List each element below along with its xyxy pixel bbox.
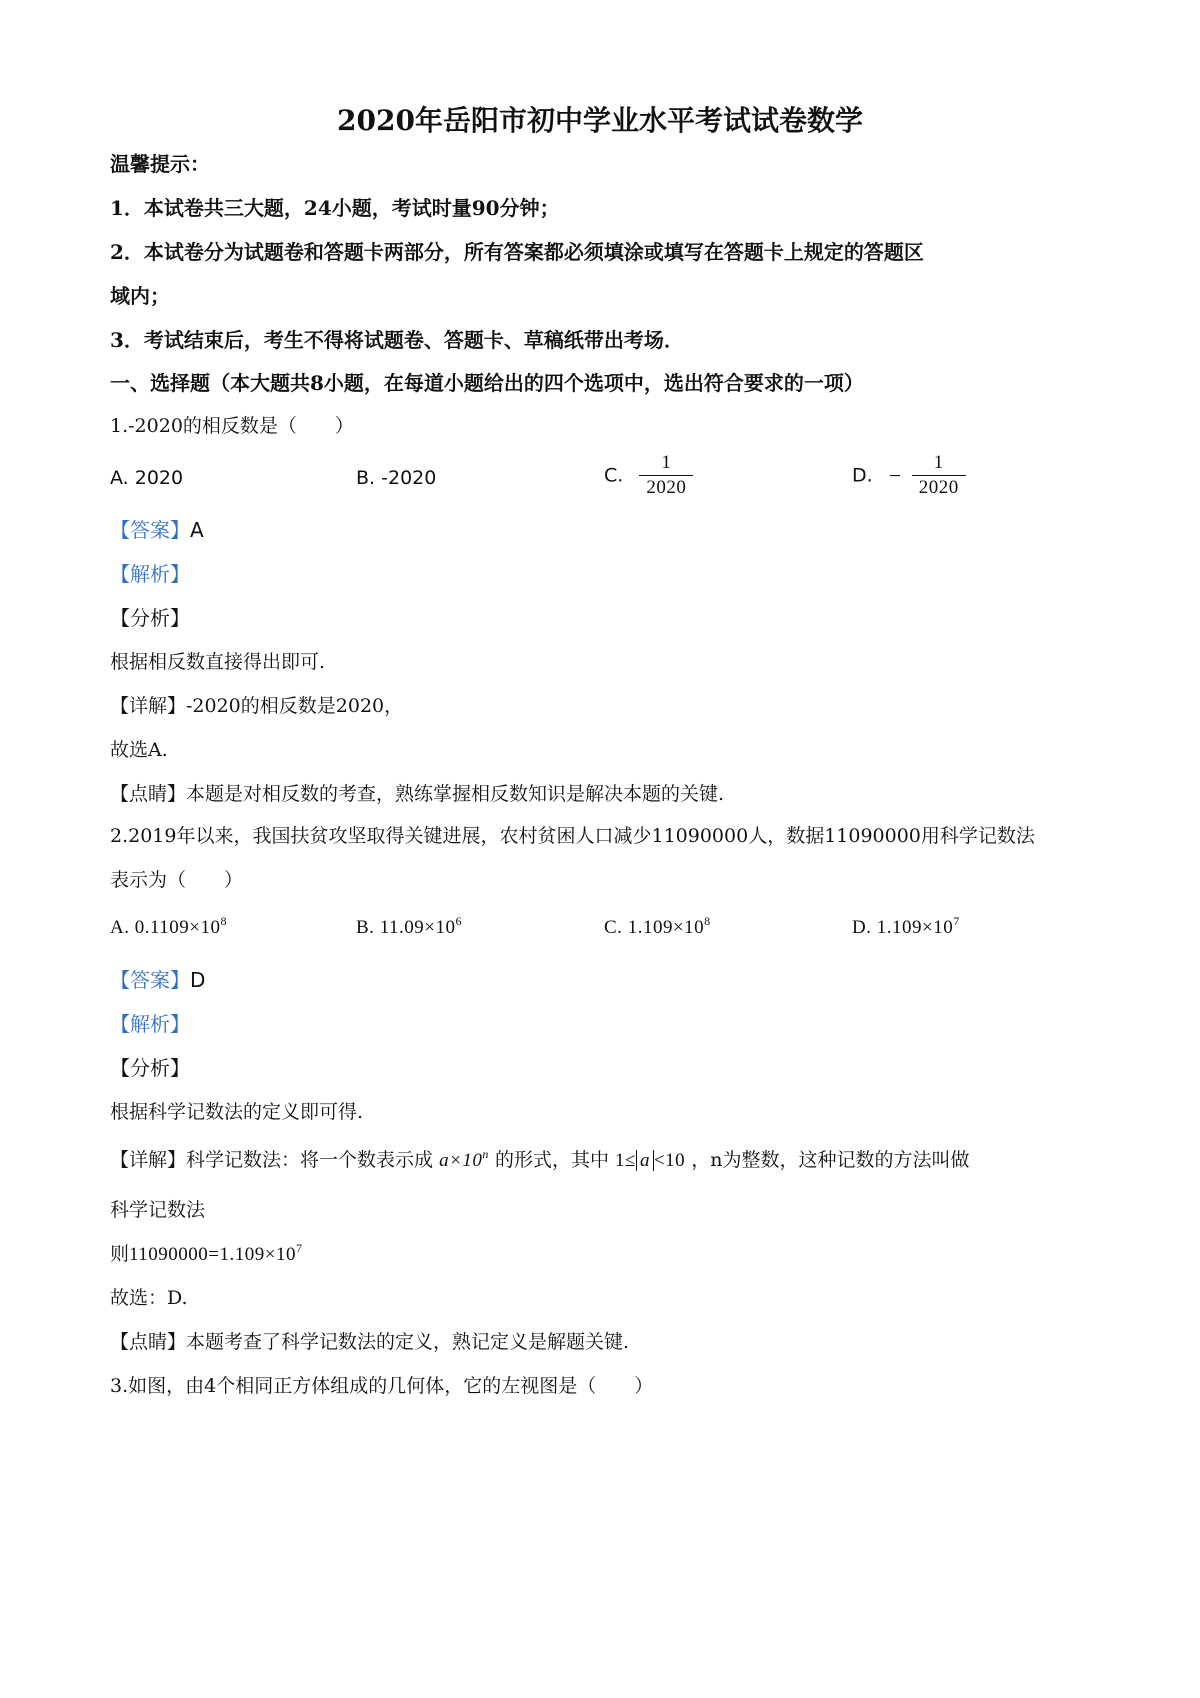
q1-detail: 【详解】-2020的相反数是2020， <box>110 695 404 717</box>
page-title: 2020年岳阳市初中学业水平考试试卷数学 <box>337 104 863 137</box>
q2-detail-expression <box>439 1147 489 1171</box>
q1-option-c-denominator: 2020 <box>646 477 687 498</box>
notice-item-1: 1．本试卷共三大题，24小题，考试时量90分钟； <box>110 196 560 220</box>
q2-calculation-prefix: 则 <box>110 1243 130 1265</box>
q1-fenxi-text: 根据相反数直接得出即可. <box>110 651 326 673</box>
q1-option-b-label: B. <box>356 467 376 489</box>
q2-calculation <box>110 1240 303 1269</box>
q2-detail-expression-base: a×10 <box>439 1150 483 1171</box>
q2-stem-cont: 表示为（ ） <box>110 869 244 891</box>
q2-option-a <box>110 914 227 942</box>
q2-option-c-exponent: 8 <box>704 914 711 928</box>
q1-option-c-fraction <box>639 452 693 499</box>
q1-option-a-value: 2020 <box>134 467 184 489</box>
q2-option-b-exponent: 6 <box>455 914 462 928</box>
q1-option-b-value: -2020 <box>381 467 437 489</box>
q1-answer <box>110 516 204 544</box>
q1-option-a <box>110 464 183 492</box>
q2-detail-inequality-right: <10 <box>653 1150 686 1171</box>
q1-answer-tag: 【答案】 <box>110 518 190 542</box>
q2-fenxi-tag: 【分析】 <box>110 1056 190 1080</box>
q2-option-a-exponent: 8 <box>220 914 227 928</box>
q2-detail-abs-value: a <box>636 1150 654 1171</box>
q2-option-a-base: 0.1109×10 <box>134 917 221 938</box>
q2-stem: 2.2019年以来，我国扶贫攻坚取得关键进展，农村贫困人口减少11090000人，数据11090000用科学记数法 <box>110 825 1035 847</box>
q1-fenxi-tag: 【分析】 <box>110 606 190 630</box>
q1-option-b <box>356 464 436 492</box>
q2-answer-value: D <box>190 968 206 992</box>
q2-conclusion: 故选：D. <box>110 1287 188 1309</box>
q1-answer-value: A <box>190 518 204 542</box>
q1-option-d <box>852 452 966 499</box>
q2-option-d <box>852 914 960 942</box>
q2-answer-tag: 【答案】 <box>110 968 190 992</box>
q2-calculation-exponent: 7 <box>296 1241 303 1255</box>
q1-option-c-label: C. <box>604 464 624 487</box>
q1-comment: 【点睛】本题是对相反数的考查，熟练掌握相反数知识是解决本题的关键. <box>110 783 725 805</box>
q3-stem: 3.如图，由4个相同正方体组成的几何体，它的左视图是（ ） <box>110 1375 654 1397</box>
q2-detail-inequality-left: 1≤ <box>615 1150 636 1171</box>
q2-detail <box>110 1146 969 1175</box>
section-heading: 一、选择题（本大题共8小题，在每道小题给出的四个选项中，选出符合要求的一项） <box>110 371 864 395</box>
q2-option-d-exponent: 7 <box>953 914 960 928</box>
q2-option-d-label: D. <box>852 917 872 938</box>
q1-option-d-numerator: 1 <box>933 452 944 473</box>
q2-comment: 【点睛】本题考查了科学记数法的定义，熟记定义是解题关键. <box>110 1331 630 1353</box>
q2-option-c-base: 1.109×10 <box>627 917 705 938</box>
q2-detail-tail: ，n为整数，这种记数的方法叫做 <box>691 1149 970 1171</box>
q1-option-c-numerator: 1 <box>661 452 672 473</box>
notice-heading: 温馨提示： <box>110 152 210 176</box>
q2-detail-expression-exponent: n <box>482 1147 489 1161</box>
q1-option-a-label: A. <box>110 467 129 489</box>
q1-conclusion: 故选A. <box>110 739 168 761</box>
q1-option-d-sign: − <box>888 462 902 488</box>
fraction-bar <box>639 475 693 476</box>
notice-item-2-cont: 域内； <box>110 284 170 308</box>
q2-detail-mid: 的形式，其中 <box>494 1149 609 1171</box>
notice-item-2: 2．本试卷分为试题卷和答题卡两部分，所有答案都必须填涂或填写在答题卡上规定的答题区 <box>110 240 924 264</box>
q1-option-d-label: D. <box>852 464 873 487</box>
q1-option-d-denominator: 2020 <box>918 477 959 498</box>
q2-detail-lead: 【详解】科学记数法：将一个数表示成 <box>110 1149 434 1171</box>
q2-answer <box>110 966 205 994</box>
q1-option-d-fraction <box>912 452 966 499</box>
q1-analysis-tag: 【解析】 <box>110 562 190 586</box>
notice-item-3: 3．考试结束后，考生不得将试题卷、答题卡、草稿纸带出考场． <box>110 328 684 352</box>
q2-option-b-base: 11.09×10 <box>379 917 456 938</box>
q2-detail-inequality <box>615 1150 685 1171</box>
q2-option-c-label: C. <box>604 917 623 938</box>
q2-option-b-label: B. <box>356 917 375 938</box>
q2-option-b <box>356 914 462 942</box>
q2-option-a-label: A. <box>110 917 130 938</box>
q2-option-d-base: 1.109×10 <box>876 917 954 938</box>
fraction-bar <box>912 475 966 476</box>
q2-option-c <box>604 914 711 942</box>
q1-option-c <box>604 452 693 499</box>
q1-stem: 1.-2020的相反数是（ ） <box>110 415 354 437</box>
q2-detail-cont: 科学记数法 <box>110 1199 206 1221</box>
q2-analysis-tag: 【解析】 <box>110 1012 190 1036</box>
q2-fenxi-text: 根据科学记数法的定义即可得. <box>110 1101 364 1123</box>
q2-calculation-expression: 11090000=1.109×10 <box>129 1244 296 1265</box>
